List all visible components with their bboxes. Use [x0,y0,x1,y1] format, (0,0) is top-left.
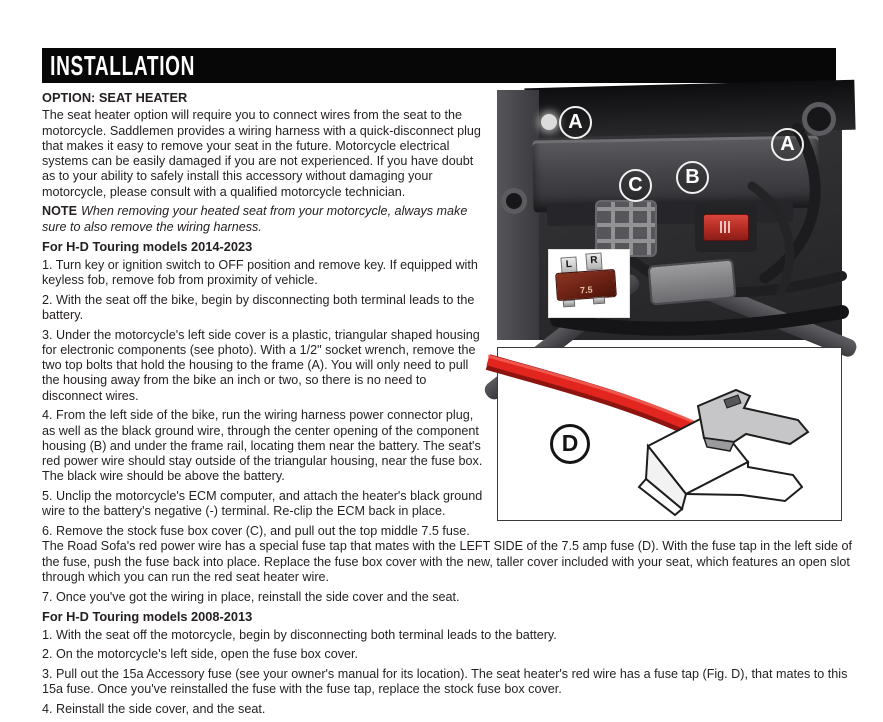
section-heading-2014-2023: For H-D Touring models 2014-2023 [42,239,253,255]
fuse-right-tab [585,252,602,270]
callout-a-left: A [559,106,592,139]
component-housing-photo [497,90,842,340]
red-wire [488,360,705,433]
step-2008-1: 1. With the seat off the motorcycle, begin by disconnecting both terminal leads to the battery. [42,627,557,642]
fuse-contact [593,297,605,305]
callout-b: B [676,161,709,194]
fuse-tap [698,390,808,444]
fuse-left-tab-label: L [565,259,573,271]
fuse-tap-drawing [498,348,840,519]
step-2008-4: 4. Reinstall the side cover, and the seat. [42,702,266,717]
fuse-contact [563,300,575,308]
step-2008-2: 2. On the motorcycle's left side, open the fuse box cover. [42,647,359,662]
installation-header-bar [42,48,836,83]
callout-a-right: A [771,128,804,161]
step-2014-2: 2. With the seat off the bike, begin by disconnecting both terminal leads to the battery. [42,292,475,323]
step-2014-3: 3. Under the motorcycle's left side cover is a plastic, triangular shaped housing for electronic components (see photo). With a 1/2" socket wrench, remove the two top bolts that hold the housing to the frame (A). You will only need to pull the housing away from the bike an inch or two, so there is no need to disconnect wires. [42,327,480,403]
step-2008-3: 3. Pull out the 15a Accessory fuse (see your owner's manual for its location). The seat heater's red wire has a fuse tap (Fig. D), that mates to this 15a fuse. Once you've reinstalled the fuse with the fuse tap, replace the stock fuse box cover. [42,667,848,697]
page-title: INSTALLATION [50,49,196,81]
red-connector [703,214,749,241]
step-2014-7: 7. Once you've got the wiring in place, reinstall the side cover and the seat. [42,589,460,604]
figure-column [497,90,842,521]
option-heading: OPTION: SEAT HEATER [42,90,188,105]
step-2014-4: 4. From the left side of the bike, run the wiring harness power connector plug, as well as the black ground wire, through the center opening of the component housing (B) and under the frame rail, locating them near the battery. The seat's red power wire should stay outside of the triangular housing, near the fuse box. The black wire should be above the battery. [42,408,483,484]
fuse-right-tab-label: R [589,255,598,267]
note-label: NOTE [42,204,77,219]
step-2014-6: 6. Remove the stock fuse box cover (C), and pull out the top middle 7.5 fuse. The Road Sofa's red power wire has a special fuse tap that mates with the LEFT SIDE of the 7.5 amp fuse (D). With the fuse tap in the left side of the fuse, push the fuse back into place. Replace the fuse box cover with the new, taller cover included with your seat, which features an open slot through which you can run the red seat heater wire. [42,524,852,584]
step-2014-5: 5. Unclip the motorcycle's ECM computer, and attach the heater's black ground wire to the battery's negative (-) terminal. Re-clip the ECM back in place. [42,489,483,519]
step-2014-1: 1. Turn key or ignition switch to OFF position and remove key. If equipped with keyless fob, remove fob from proximity of vehicle. [42,257,478,288]
note-text: When removing your heated seat from your motorcycle, always make sure to also remove the wiring harness. [42,204,468,234]
fuse-box [595,200,657,257]
instructions-content [42,90,870,722]
fuse-body [555,269,617,301]
gray-connector [647,258,736,305]
fuse-amp-rating: 7.5 [579,284,593,296]
fuse-tap-diagram [497,347,842,521]
fuse-inset-photo [549,250,629,317]
callout-c: C [619,169,652,202]
section-heading-2008-2013: For H-D Touring models 2008-2013 [42,609,253,625]
callout-d: D [550,424,590,464]
intro-paragraph: The seat heater option will require you to connect wires from the seat to the motorcycle. Saddlemen provides a wiring harness with a quick-disconnect plug that makes it easy to remove your seat in the future. Motorcycle electrical systems can be easily damaged if you are not experienced. If you have doubt as to your ability to safely install this accessory without damaging your motorcycle, please consult with a qualified motorcycle technician. [42,108,481,199]
